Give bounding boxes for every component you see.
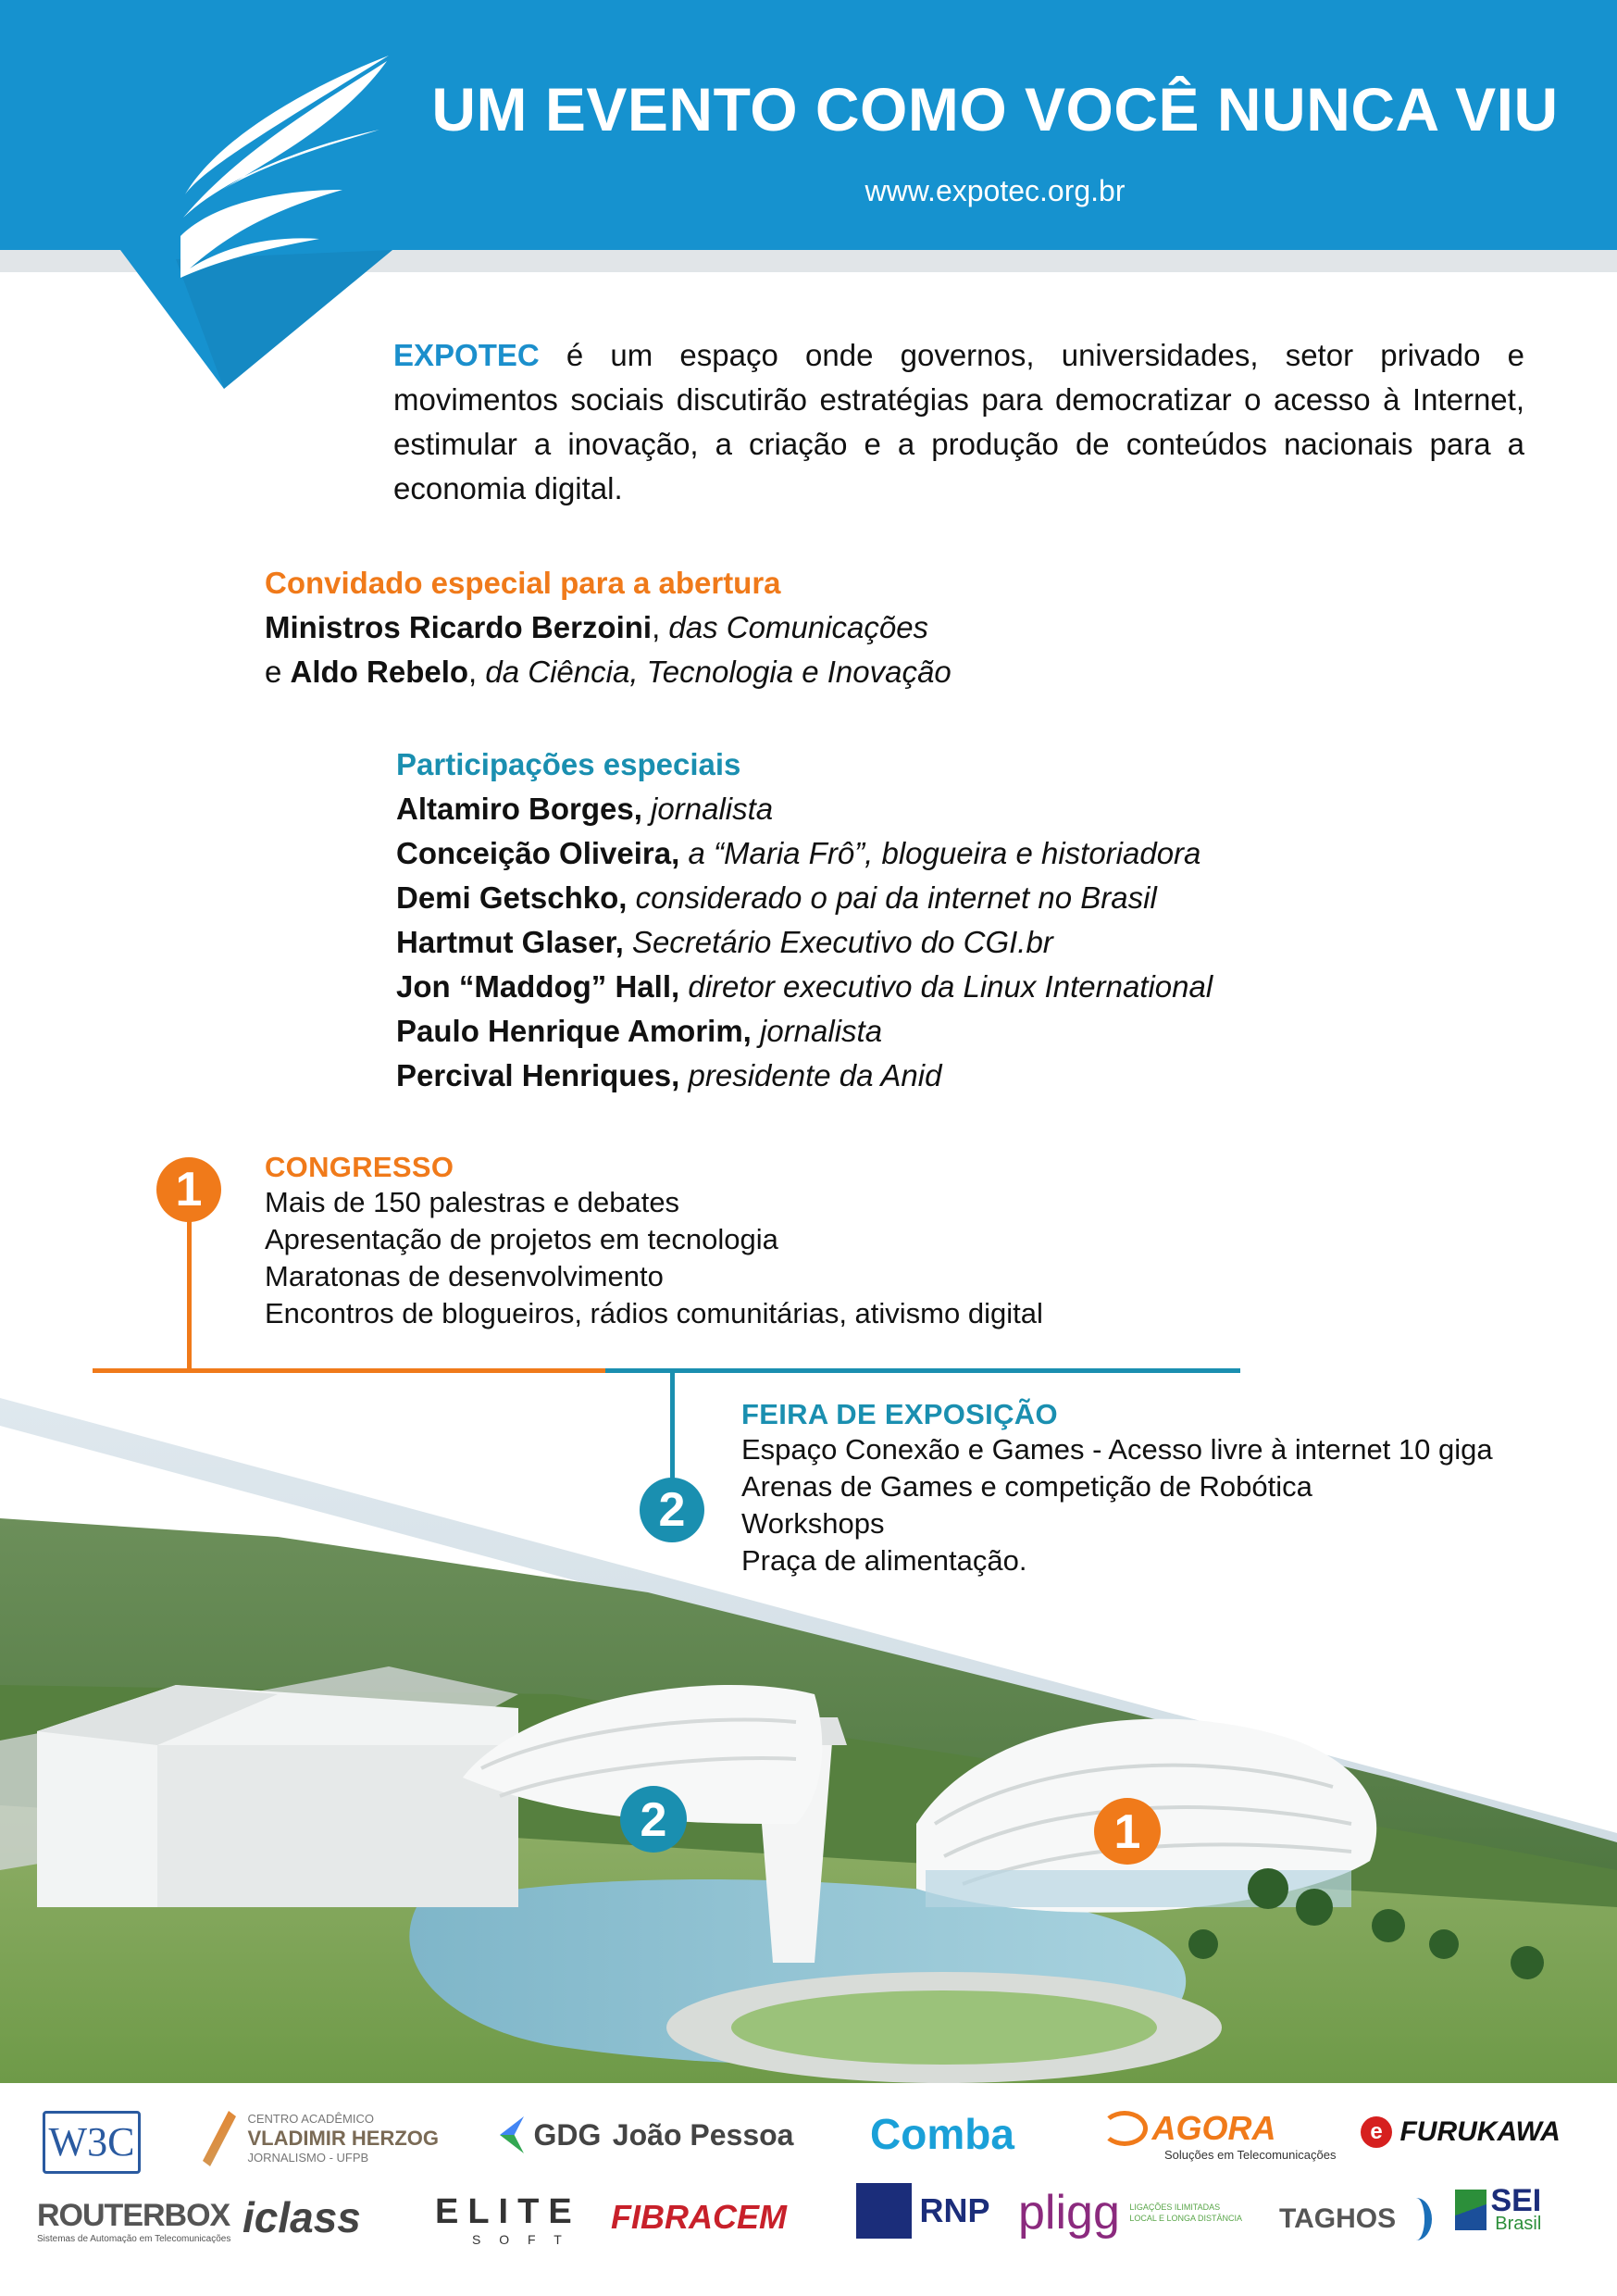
photo-badge-2 xyxy=(620,1786,687,1853)
special-title: Participações especiais xyxy=(396,747,741,781)
w3c-logo[interactable]: W3C xyxy=(43,2111,141,2174)
sei-flag-icon xyxy=(1455,2190,1486,2230)
feira-connector xyxy=(670,1370,675,1481)
feira-item: Arenas de Games e competição de Robótica xyxy=(741,1470,1312,1503)
congress-item: Encontros de blogueiros, rádios comunitárias, ativismo digital xyxy=(265,1297,1043,1329)
feira-title: FEIRA DE EXPOSIÇÃO xyxy=(741,1398,1058,1430)
gdg-logo[interactable]: GDG João Pessoa xyxy=(500,2116,793,2153)
timeline-teal-bar xyxy=(605,1368,1240,1373)
furukawa-e-icon: e xyxy=(1361,2116,1392,2148)
headline: UM EVENTO COMO VOCÊ NUNCA VIU xyxy=(431,75,1559,144)
opening-guests xyxy=(265,561,1468,694)
taghos-arc-icon xyxy=(1400,2198,1432,2240)
herzog-logo[interactable]: CENTRO ACADÊMICO VLADIMIR HERZOG JORNALISMO - UFPB xyxy=(199,2111,439,2166)
furukawa-logo[interactable]: e FURUKAWA xyxy=(1361,2116,1561,2148)
congress-item: Mais de 150 palestras e debates xyxy=(265,1186,680,1218)
chevron-icon xyxy=(500,2116,524,2153)
website-url[interactable]: www.expotec.org.br xyxy=(864,174,1126,207)
congress-title: CONGRESSO xyxy=(265,1151,454,1183)
feira-block xyxy=(741,1398,1493,1579)
participant-item: Hartmut Glaser, Secretário Executivo do CGI.br xyxy=(396,925,1053,959)
participant-item: Altamiro Borges, jornalista xyxy=(396,792,774,826)
participant-item: Jon “Maddog” Hall, diretor executivo da Linux International xyxy=(396,969,1213,1004)
opening-line-1: Ministros Ricardo Berzoini, das Comunicações xyxy=(265,610,929,644)
guest-name: Aldo Rebelo xyxy=(290,655,469,689)
guest-role: da Ciência, Tecnologia e Inovação xyxy=(485,655,952,689)
agora-logo[interactable]: AGORA Soluções em Telecomunicações xyxy=(1101,2109,1336,2162)
sponsor-strip xyxy=(0,2083,1617,2296)
fibracem-logo[interactable]: FIBRACEM xyxy=(611,2198,787,2236)
special-participants xyxy=(396,742,1599,1098)
brand-name: EXPOTEC xyxy=(393,338,540,372)
opening-line-2: e Aldo Rebelo, da Ciência, Tecnologia e Inovação xyxy=(265,655,952,689)
intro-paragraph xyxy=(393,333,1524,511)
svg-text:1: 1 xyxy=(1113,1805,1141,1859)
congress-item: Maratonas de desenvolvimento xyxy=(265,1260,664,1292)
guest-role: das Comunicações xyxy=(668,610,929,644)
participant-item: Percival Henriques, presidente da Anid xyxy=(396,1058,942,1092)
quill-icon xyxy=(199,2111,236,2166)
timeline-orange-bar xyxy=(93,1368,605,1373)
agora-swirl-icon xyxy=(1101,2111,1148,2146)
svg-text:2: 2 xyxy=(640,1793,667,1847)
feira-badge: 2 xyxy=(640,1478,704,1542)
rnp-logo[interactable]: RNP xyxy=(856,2183,989,2239)
participant-item: Conceição Oliveira, a “Maria Frô”, blogueira e historiadora xyxy=(396,836,1201,870)
guest-name: Ministros Ricardo Berzoini xyxy=(265,610,653,644)
intro-text: é um espaço onde governos, universidades, setor privado e movimentos sociais discutirão estratégias para democratizar o acesso à Internet, estimular a inovação, a criação e a produção de conteúdos nacionais para a economia digital. xyxy=(393,338,1524,505)
sei-logo[interactable]: SEI Brasil xyxy=(1455,2187,1541,2233)
participant-item: Demi Getschko, considerado o pai da internet no Brasil xyxy=(396,880,1157,915)
feira-item: Praça de alimentação. xyxy=(741,1544,1027,1577)
opening-title: Convidado especial para a abertura xyxy=(265,566,781,600)
comba-logo[interactable]: Comba xyxy=(870,2110,1014,2158)
congress-block xyxy=(265,1151,1043,1332)
taghos-logo[interactable]: TAGHOS xyxy=(1279,2198,1432,2240)
expotec-wing-icon xyxy=(180,56,389,278)
photo-badge-1 xyxy=(1094,1798,1161,1865)
pligg-logo[interactable]: pligg LIGAÇÕES ILIMITADAS LOCAL E LONGA DISTÂNCIA xyxy=(1018,2186,1243,2240)
congress-badge: 1 xyxy=(156,1157,221,1222)
congress-item: Apresentação de projetos em tecnologia xyxy=(265,1223,778,1255)
feira-item: Workshops xyxy=(741,1507,885,1540)
routerbox-logo[interactable]: ROUTERBOX Sistemas de Automação em Telecomunicações xyxy=(37,2198,231,2244)
elite-logo[interactable]: ELITE S O F T xyxy=(435,2192,581,2247)
participant-item: Paulo Henrique Amorim, jornalista xyxy=(396,1014,883,1048)
rnp-globe-icon xyxy=(856,2183,912,2239)
feira-item: Espaço Conexão e Games - Acesso livre à internet 10 giga xyxy=(741,1433,1493,1466)
iclass-logo[interactable]: iclass xyxy=(243,2193,361,2241)
